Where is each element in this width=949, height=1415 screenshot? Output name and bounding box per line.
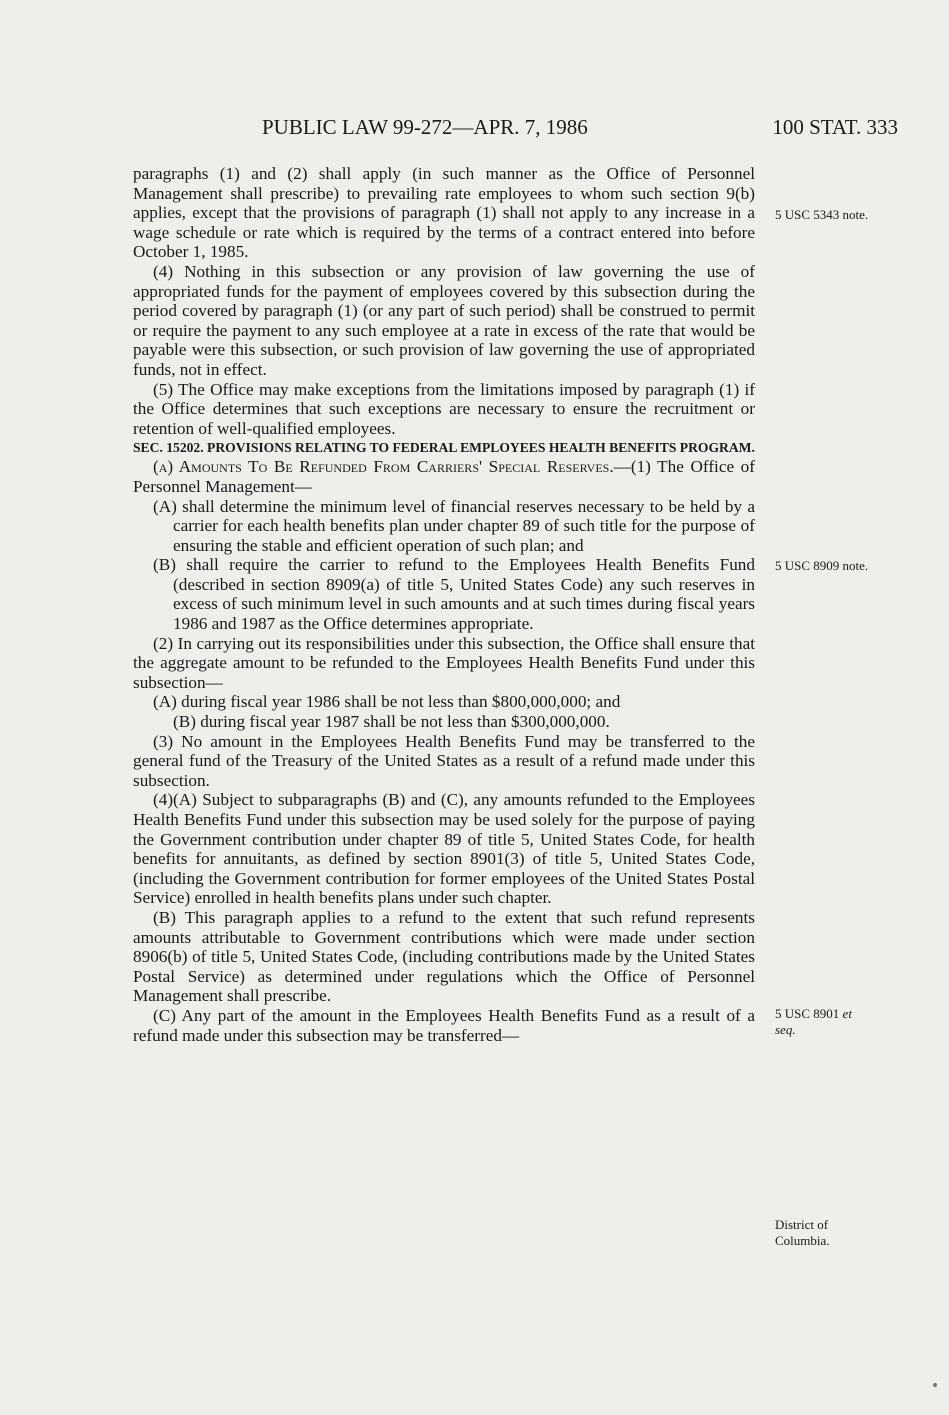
margin-note-8901-main: 5 USC 8901 [775, 1006, 843, 1021]
header-stat-citation: 100 STAT. 333 [772, 115, 898, 139]
running-head [262, 113, 898, 141]
section-heading: SEC. 15202. PROVISIONS RELATING TO FEDERAL EMPLOYEES HEALTH BENEFITS PROGRAM. [133, 440, 755, 456]
subparagraph-1b: (B) shall require the carrier to refund to the Employees Health Benefits Fund (described in section 8909(a) of title 5, United States Code) any such reserves in excess of such minimum level in such amounts and at such times during fiscal years 1986 and 1987 as the Office determines appropriate. [153, 555, 755, 634]
subsection-a-text: —(1) The Office of Personnel Management— [133, 457, 755, 496]
paragraph-4: (4) Nothing in this subsection or any provision of law governing the use of appropriated funds for the payment of employees covered by this subsection during the period covered by paragraph (1) (or any part of such period) shall be construed to permit or require the payment to any such employee at a rate in excess of the rate that would be payable were this subsection, or such provision of law governing the use of appropriated funds, not in effect. [133, 261, 755, 379]
header-title: PUBLIC LAW 99-272—APR. 7, 1986 [262, 115, 588, 139]
body-text [133, 164, 755, 1045]
margin-note-8901 [775, 1006, 905, 1038]
subsection-a-caption: (a) Amounts To Be Refunded From Carriers' Special Reserves. [153, 457, 614, 477]
scan-speck [933, 1383, 937, 1387]
subparagraph-1a: (A) shall determine the minimum level of financial reserves necessary to be held by a carrier for each health benefits plan under chapter 89 of such title for the purpose of ensuring the stable and efficient operation of such plan; and [153, 496, 755, 555]
margin-note-dc-line2: Columbia. [775, 1233, 830, 1248]
margin-note-dc-line1: District of [775, 1217, 829, 1232]
paragraph-5: (5) The Office may make exceptions from the limitations imposed by paragraph (1) if the Office determines that such exceptions are necessary to ensure the recruitment or retention of well-qualified employees. [133, 379, 755, 438]
paragraph-3: (3) No amount in the Employees Health Benefits Fund may be transferred to the general fund of the Treasury of the United States as a result of a refund made under this subsection. [133, 731, 755, 790]
margin-note-5343: 5 USC 5343 note. [775, 207, 869, 222]
subsection-a [133, 457, 755, 496]
paragraph-2: (2) In carrying out its responsibilities under this subsection, the Office shall ensure that the aggregate amount to be refunded to the Employees Health Benefits Fund under this subsection— [133, 633, 755, 692]
margin-note-dc [775, 1217, 905, 1249]
paragraph-4b: (B) This paragraph applies to a refund to the extent that such refund represents amounts attributable to Government contributions which were made under section 8906(b) of title 5, United States Code, (including contributions made by the United States Postal Service) as determined under regulations which the Office of Personnel Management shall prescribe. [133, 907, 755, 1006]
paragraph-4c: (C) Any part of the amount in the Employees Health Benefits Fund as a result of a refund made under this subsection may be transferred— [133, 1005, 755, 1045]
subparagraph-2a: (A) during fiscal year 1986 shall be not less than $800,000,000; and [153, 692, 621, 712]
margin-note-8901-seq: seq. [775, 1022, 796, 1037]
paragraph-continuation: paragraphs (1) and (2) shall apply (in such manner as the Office of Personnel Management shall prescribe) to prevailing rate employees to whom such section 9(b) applies, except that the provisions of paragraph (1) shall not apply to any increase in a wage schedule or rate which is required by the terms of a contract entered into before October 1, 1985. [133, 164, 755, 262]
margin-note-8909: 5 USC 8909 note. [775, 558, 869, 573]
subparagraph-2b: (B) during fiscal year 1987 shall be not less than $300,000,000. [173, 712, 610, 732]
margin-note-8901-et: et [842, 1006, 852, 1021]
paragraph-4a: (4)(A) Subject to subparagraphs (B) and (C), any amounts refunded to the Employees Health Benefits Fund under this subsection may be used solely for the purpose of paying the Government contribution under chapter 89 of title 5, United States Code, for health benefits for annuitants, as defined by section 8901(3) of title 5, United States Code, (including the Government contribution for former employees of the United States Postal Service) enrolled in health benefits plans under such chapter. [133, 790, 755, 908]
